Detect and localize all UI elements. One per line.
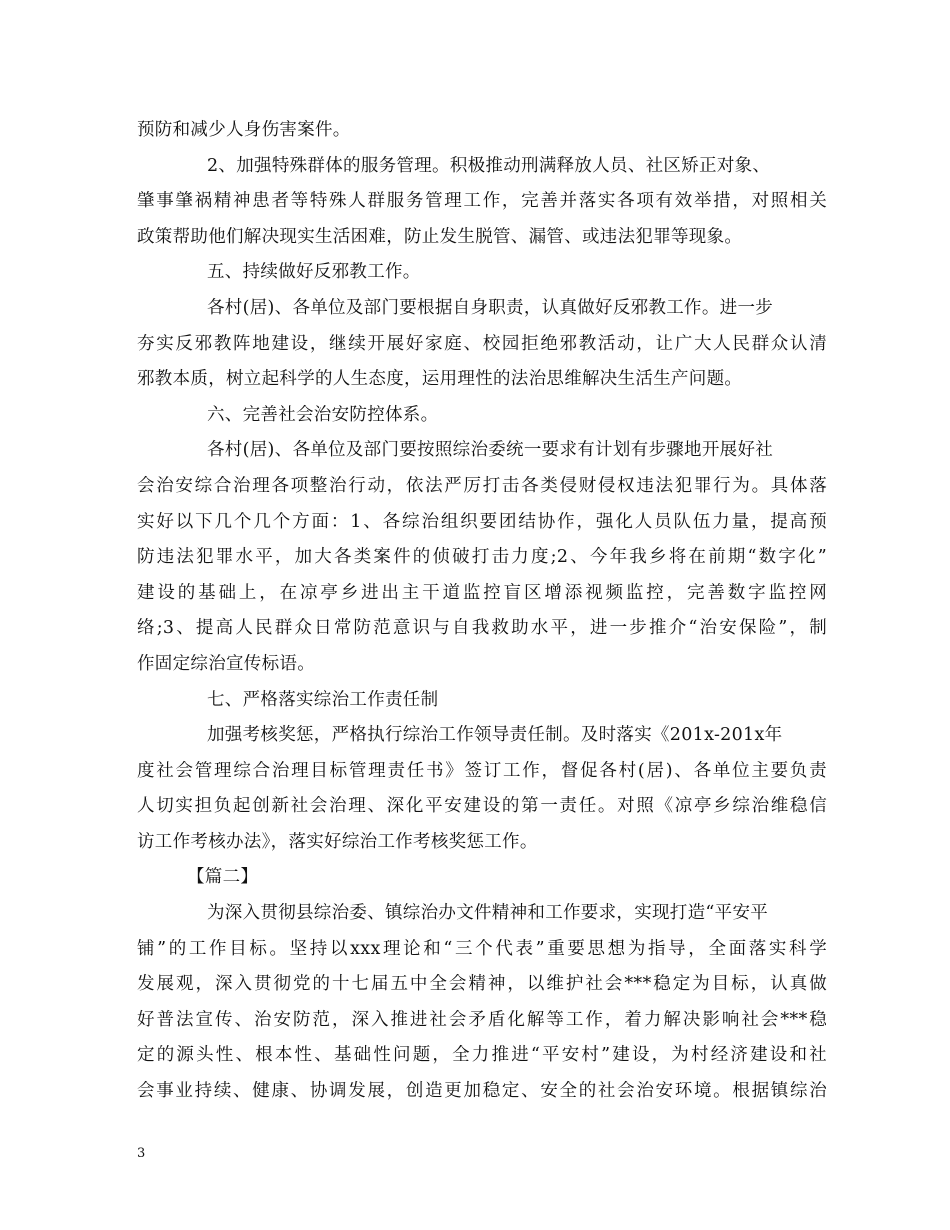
- text-line: 夯实反邪教阵地建设，继续开展好家庭、校园拒绝邪教活动，让广大人民群众认清: [137, 333, 827, 354]
- text-line: 访工作考核办法》，落实好综治工作考核奖惩工作。: [137, 831, 538, 852]
- text-line: 六、完善社会治安防控体系。: [207, 404, 439, 425]
- text-line: 政策帮助他们解决现实生活困难，防止发生脱管、漏管、或违法犯罪等现象。: [137, 226, 743, 247]
- text-line: 邪教本质，树立起科学的人生态度，运用理性的法治思维解决生活生产问题。: [137, 369, 743, 390]
- text-line: 建设的基础上，在凉亭乡进出主干道监控盲区增添视频监控，完善数字监控网: [137, 582, 827, 603]
- text-line: 人切实担负起创新社会治理、深化平安建设的第一责任。对照《凉亭乡综治维稳信: [137, 796, 827, 817]
- text-line: 加强考核奖惩，严格执行综治工作领导责任制。及时落实《201x-201x年: [207, 725, 783, 746]
- text-line: 2、加强特殊群体的服务管理。积极推动刑满释放人员、社区矫正对象、: [207, 155, 771, 176]
- text-line: 预防和减少人身伤害案件。: [137, 120, 351, 140]
- text-line: 度社会管理综合治理目标管理责任书》签订工作，督促各村(居)、各单位主要负责: [137, 760, 827, 781]
- text-line: 会治安综合治理各项整治行动，依法严厉打击各类侵财侵权违法犯罪行为。具体落: [137, 475, 827, 496]
- text-line: 五、持续做好反邪教工作。: [207, 262, 421, 283]
- text-line: 好普法宣传、治安防范，深入推进社会矛盾化解等工作，着力解决影响社会***稳: [137, 1009, 827, 1030]
- document-body: [137, 113, 827, 1110]
- text-line: 发展观，深入贯彻党的十七届五中全会精神，以维护社会***稳定为目标，认真做: [137, 974, 827, 995]
- text-line: 定的源头性、根本性、基础性问题，全力推进“平安村”建设，为村经济建设和社: [137, 1045, 827, 1066]
- text-line: 七、严格落实综治工作责任制: [207, 689, 439, 710]
- text-line: 各村(居)、各单位及部门要根据自身职责，认真做好反邪教工作。进一步: [207, 297, 774, 318]
- text-line: 为深入贯彻县综治委、镇综治办文件精神和工作要求，实现打造“平安平: [207, 903, 769, 924]
- text-line: 会事业持续、健康、协调发展，创造更加稳定、安全的社会治安环境。根据镇综治: [137, 1081, 827, 1102]
- text-line: 各村(居)、各单位及部门要按照综治委统一要求有计划有步骤地开展好社: [207, 440, 774, 461]
- text-line: 肇事肇祸精神患者等特殊人群服务管理工作，完善并落实各项有效举措，对照相关: [137, 191, 827, 212]
- text-line: 铺”的工作目标。坚持以xxx理论和“三个代表”重要思想为指导，全面落实科学: [137, 938, 827, 959]
- text-line: 络;3、提高人民群众日常防范意识与自我救助水平，进一步推介“治安保险”，制: [137, 618, 827, 639]
- text-line: 作固定综治宣传标语。: [137, 653, 315, 674]
- text-line: 防违法犯罪水平，加大各类案件的侦破打击力度;2、今年我乡将在前期“数字化”: [137, 547, 827, 568]
- text-line: 【篇二】: [187, 867, 259, 888]
- text-line: 实好以下几个几个方面：1、各综治组织要团结协作，强化人员队伍力量，提高预: [137, 511, 827, 532]
- page-number: 3: [137, 1146, 146, 1161]
